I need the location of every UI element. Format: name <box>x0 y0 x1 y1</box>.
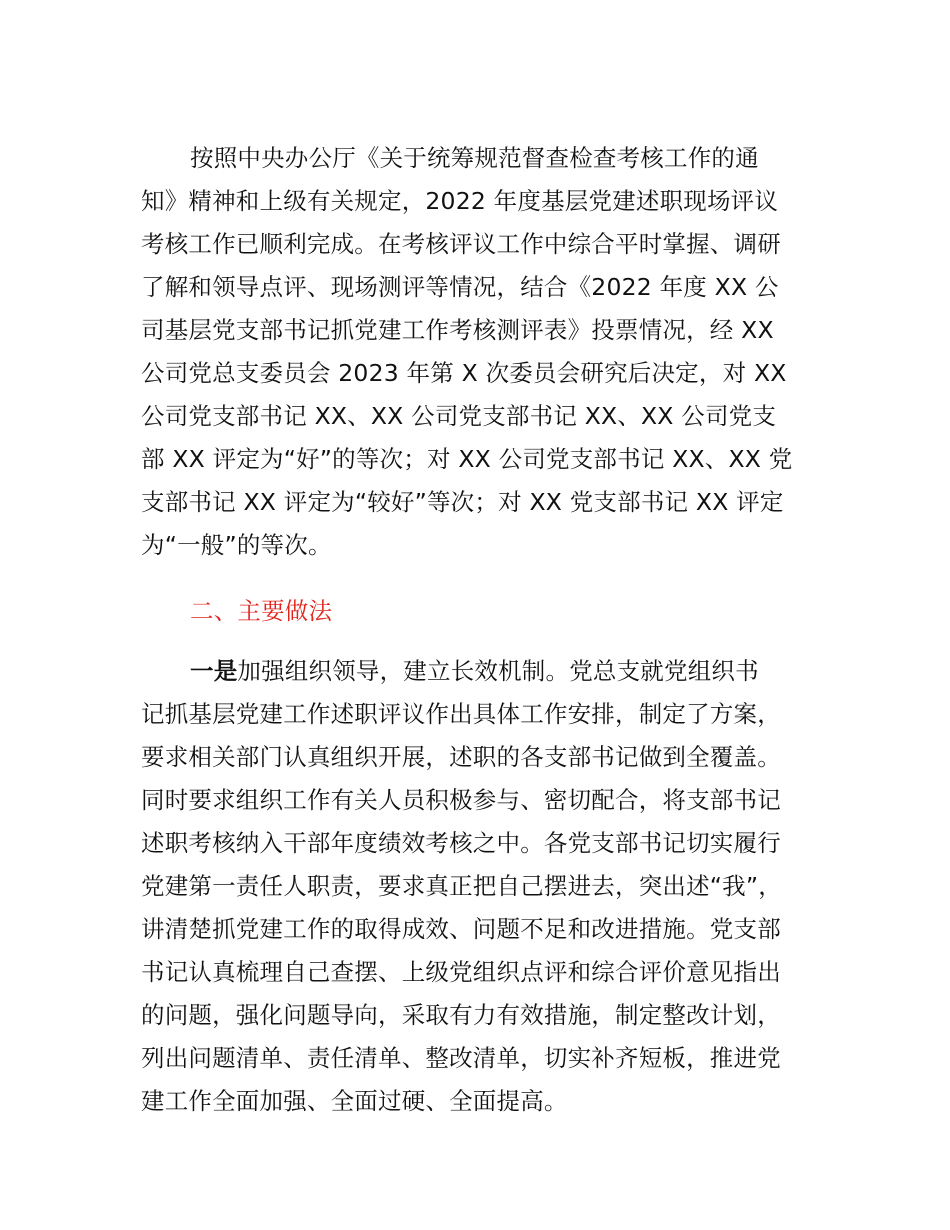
paragraph-1-line: 了解和领导点评、现场测评等情况，结合《2022 年度 XX 公 <box>141 273 779 301</box>
paragraph-2-lead: 一是 <box>190 657 238 685</box>
paragraph-2-line: 记抓基层党建工作述职评议作出具体工作安排，制定了方案， <box>141 700 781 728</box>
paragraph-2-line: 党建第一责任人职责，要求真正把自己摆进去，突出述“我”， <box>141 872 782 900</box>
section-heading: 二、主要做法 <box>190 597 333 625</box>
paragraph-2-first-line-text: 加强组织领导，建立长效机制。党总支就党组织书 <box>237 657 759 685</box>
paragraph-2-line: 讲清楚抓党建工作的取得成效、问题不足和改进措施。党支部 <box>141 915 781 943</box>
paragraph-1-line: 按照中央办公厅《关于统筹规范督查检查考核工作的通 <box>190 144 759 172</box>
paragraph-1-line: 公司党总支委员会 2023 年第 X 次委员会研究后决定，对 XX <box>141 359 787 387</box>
paragraph-1-line: 为“一般”的等次。 <box>141 531 332 559</box>
paragraph-2-line: 同时要求组织工作有关人员积极参与、密切配合，将支部书记 <box>141 786 781 814</box>
paragraph-2-first-line <box>190 651 870 691</box>
paragraph-2-line: 要求相关部门认真组织开展，述职的各支部书记做到全覆盖。 <box>141 743 781 771</box>
paragraph-2-line: 的问题，强化问题导向，采取有力有效措施，制定整改计划， <box>141 1001 781 1029</box>
paragraph-2-line: 列出问题清单、责任清单、整改清单，切实补齐短板，推进党 <box>141 1044 781 1072</box>
paragraph-1-line: 公司党支部书记 XX、XX 公司党支部书记 XX、XX 公司党支 <box>141 402 777 430</box>
paragraph-1-line: 考核工作已顺利完成。在考核评议工作中综合平时掌握、调研 <box>141 230 781 258</box>
paragraph-2-line: 建工作全面加强、全面过硬、全面提高。 <box>141 1087 568 1115</box>
paragraph-1-line: 部 XX 评定为“好”的等次；对 XX 公司党支部书记 XX、XX 党 <box>141 445 793 473</box>
paragraph-2-line: 书记认真梳理自己查摆、上级党组织点评和综合评价意见指出 <box>141 958 781 986</box>
paragraph-2-line: 述职考核纳入干部年度绩效考核之中。各党支部书记切实履行 <box>141 829 781 857</box>
paragraph-1-line: 支部书记 XX 评定为“较好”等次；对 XX 党支部书记 XX 评定 <box>141 488 784 516</box>
paragraph-1-line: 知》精神和上级有关规定，2022 年度基层党建述职现场评议 <box>141 187 779 215</box>
paragraph-1-line: 司基层党支部书记抓党建工作考核测评表》投票情况，经 XX <box>141 316 774 344</box>
